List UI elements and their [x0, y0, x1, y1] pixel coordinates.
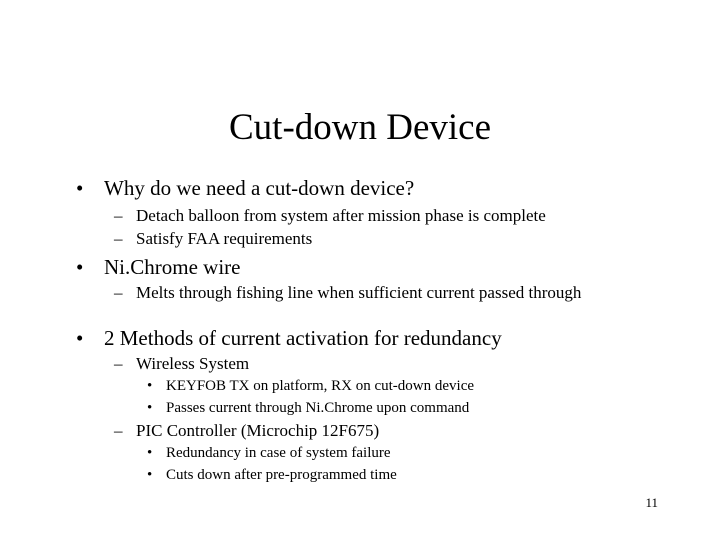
- bullet-mark: •: [147, 445, 153, 461]
- dash-mark: –: [114, 354, 123, 373]
- bullet-text: 2 Methods of current activation for redundancy: [104, 326, 502, 350]
- bullet-text: Why do we need a cut-down device?: [104, 176, 415, 200]
- bullet-mark: •: [147, 467, 153, 483]
- sub-sub-bullet-text: KEYFOB TX on platform, RX on cut-down device: [166, 378, 475, 394]
- sub-bullet-text: Satisfy FAA requirements: [136, 229, 313, 248]
- sub-sub-bullet-passes: [147, 399, 470, 417]
- slide-title: Cut-down Device: [228, 107, 492, 148]
- bullet-mark: •: [76, 176, 84, 200]
- page-number: 11: [645, 495, 658, 510]
- sub-bullet-pic: [114, 421, 380, 441]
- sub-bullet-faa: [114, 229, 313, 249]
- sub-bullet-melts: [114, 283, 606, 302]
- bullet-nichrome: [76, 254, 241, 280]
- sub-bullet-wireless: [114, 354, 250, 374]
- sub-bullet-detach: [114, 206, 546, 226]
- sub-sub-bullet-text: Redundancy in case of system failure: [166, 445, 391, 461]
- dash-mark: –: [114, 206, 123, 225]
- sub-sub-bullet-keyfob: [147, 377, 475, 395]
- bullet-mark: •: [76, 255, 84, 279]
- sub-bullet-text: Melts through fishing line when sufficient current passed through: [136, 283, 582, 302]
- dash-mark: –: [114, 283, 123, 302]
- bullet-methods: [76, 325, 502, 351]
- sub-sub-bullet-cuts: [147, 466, 397, 484]
- sub-sub-bullet-redundancy: [147, 444, 391, 462]
- bullet-mark: •: [147, 400, 153, 416]
- bullet-mark: •: [76, 326, 84, 350]
- bullet-why-cutdown: [76, 175, 415, 201]
- bullet-text: Ni.Chrome wire: [104, 255, 241, 279]
- sub-sub-bullet-text: Cuts down after pre-programmed time: [166, 467, 397, 483]
- dash-mark: –: [114, 421, 123, 440]
- sub-bullet-text: Wireless System: [136, 354, 250, 373]
- sub-bullet-text: Detach balloon from system after mission phase is complete: [136, 206, 546, 225]
- sub-sub-bullet-text: Passes current through Ni.Chrome upon command: [166, 400, 470, 416]
- bullet-mark: •: [147, 378, 153, 394]
- sub-bullet-text: PIC Controller (Microchip 12F675): [136, 421, 380, 440]
- dash-mark: –: [114, 229, 123, 248]
